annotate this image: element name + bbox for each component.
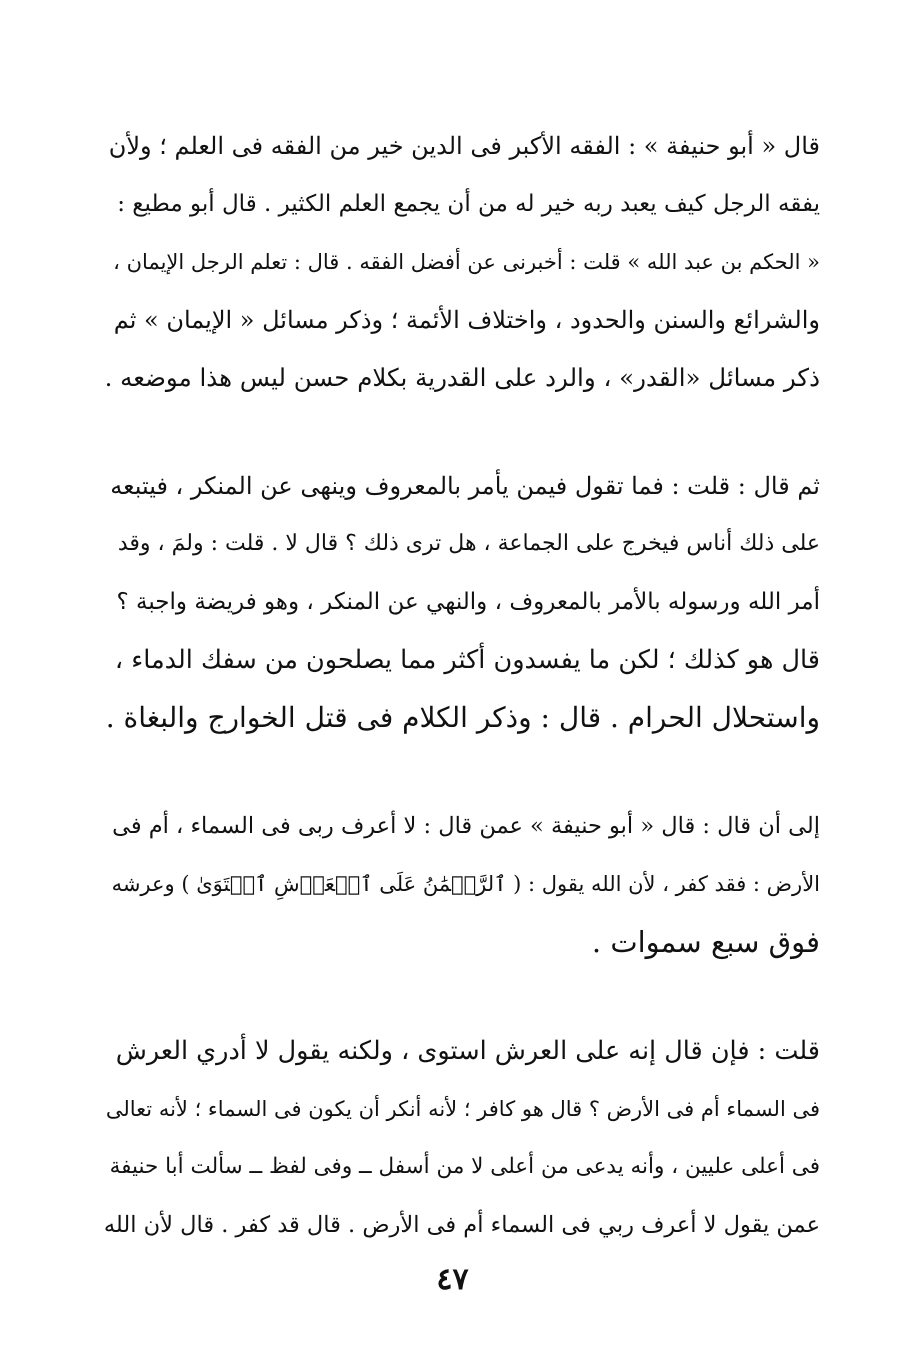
- text-line: ذكر مسائل «القدر» ، والرد على القدرية بكلام حسن ليس هذا موضعه .: [104, 363, 820, 392]
- text-line: والشرائع والسنن والحدود ، واختلاف الأئمة ؛ وذكر مسائل « الإيمان » ثم: [113, 306, 820, 334]
- text-line: « الحكم بن عبد الله » قلت : أخبرنى عن أفضل الفقه . قال : تعلم الرجل الإيمان ،: [113, 250, 820, 274]
- text-line: فى السماء أم فى الأرض ؟ قال هو كافر ؛ لأنه أنكر أن يكون فى السماء ؛ لأنه تعالى: [105, 1097, 820, 1121]
- page-number: ٤٧: [436, 1262, 469, 1297]
- text-line: فى أعلى عليين ، وأنه يدعى من أعلى لا من أسفل ــ وفى لفظ ــ سألت أبا حنيفة: [109, 1154, 820, 1179]
- text-line: واستحلال الحرام . قال : وذكر الكلام فى قتل الخوارج والبغاة .: [105, 701, 820, 734]
- text-line: عمن يقول لا أعرف ربي فى السماء أم فى الأرض . قال قد كفر . قال لأن الله: [104, 1212, 820, 1238]
- text-line: قلت : فإن قال إنه على العرش استوى ، ولكنه يقول لا أدري العرش: [115, 1036, 820, 1066]
- text-line: أمر الله ورسوله بالأمر بالمعروف ، والنهي عن المنكر ، وهو فريضة واجبة ؟: [116, 589, 820, 615]
- text-line: قال هو كذلك ؛ لكن ما يفسدون أكثر مما يصلحون من سفك الدماء ،: [114, 645, 820, 675]
- text-line: على ذلك أناس فيخرج على الجماعة ، هل ترى ذلك ؟ قال لا . قلت : ولمَ ، وقد: [117, 531, 820, 556]
- paragraph-2: [104, 457, 820, 747]
- text-line: ثم قال : قلت : فما تقول فيمن يأمر بالمعروف وينهى عن المنكر ، فيتبعه: [110, 472, 820, 500]
- paragraph-1: [104, 117, 820, 407]
- text-line: قال « أبو حنيفة » : الفقه الأكبر فى الدين خير من الفقه فى العلم ؛ ولأن: [108, 132, 820, 160]
- text-line: يفقه الرجل كيف يعبد ربه خير له من أن يجمع العلم الكثير . قال أبو مطيع :: [117, 191, 820, 217]
- paragraph-3: [104, 797, 820, 971]
- text-line: إلى أن قال : قال « أبو حنيفة » عمن قال : لا أعرف ربى فى السماء ، أم فى: [112, 813, 820, 839]
- paragraph-4: [104, 1022, 820, 1254]
- text-line-with-quran-verse: الأرض : فقد كفر ، لأن الله يقول : ( ٱلرَّحۡمَٰنُ عَلَى ٱلۡعَرۡشِ ٱسۡتَوَىٰ ) وعرشه: [111, 872, 820, 896]
- text-line: فوق سبع سموات .: [591, 925, 820, 959]
